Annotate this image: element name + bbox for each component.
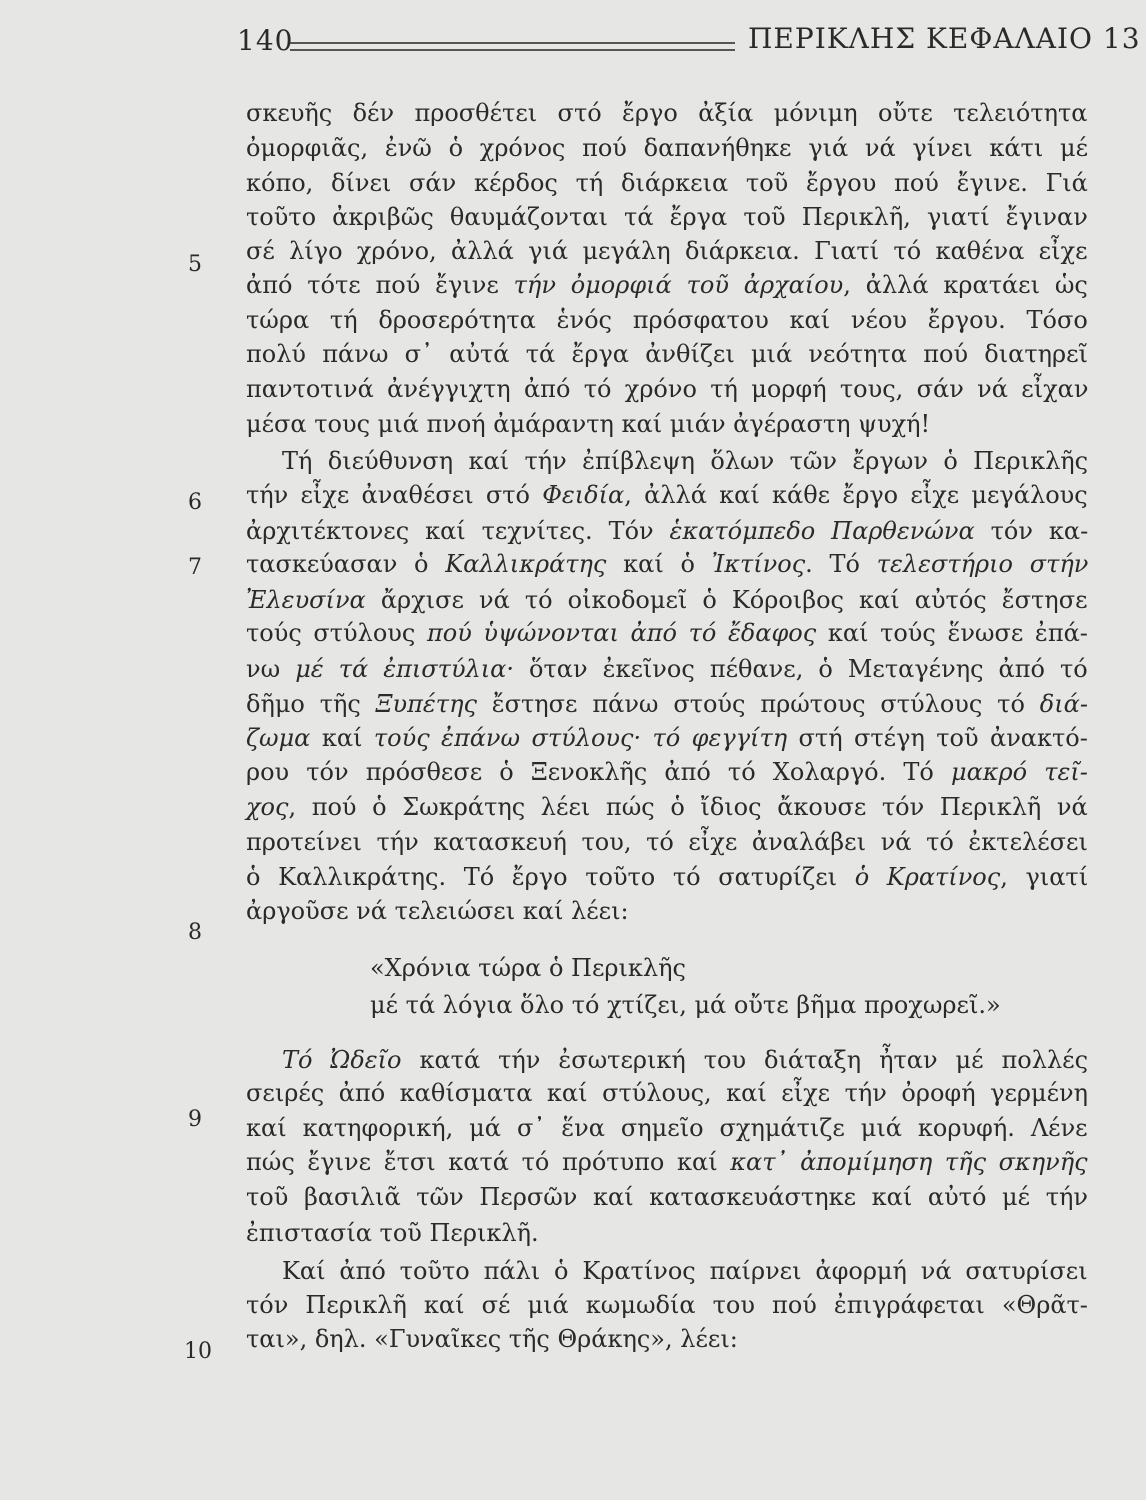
text-line: [246, 896, 629, 926]
text-run: , ἀλλά κρατάει ὡς: [843, 271, 1088, 299]
text-run: προτείνει τήν κατασκευή του, τό εἶχε ἀναλάβει νά τό ἐκτελέσει: [246, 828, 1088, 856]
text-run: ἐπιστασία τοῦ Περικλῆ.: [246, 1219, 539, 1247]
italic-run: διά-: [1039, 690, 1088, 718]
text-run: τασκεύασαν ὁ: [246, 550, 446, 578]
text-run: τόν Περικλῆ καί σέ μιά κωμωδία του πού ἐπιγράφεται «Θρᾶτ-: [246, 1291, 1088, 1319]
running-head: ΠΕΡΙΚΛΗΣ ΚΕΦΑΛΑΙΟ 13: [748, 22, 1141, 55]
text-line: [246, 1147, 1088, 1177]
text-line: [246, 689, 1088, 719]
text-run: ὀμορφιᾶς, ἐνῶ ὁ χρόνος πού δαπανήθηκε γιά νά γίνει κάτι μέ: [246, 134, 1089, 162]
text-line: [246, 516, 1088, 546]
text-line: [246, 1182, 1088, 1212]
italic-run: Τό Ὠδεῖο: [282, 1046, 402, 1074]
text-run: τούς στύλους: [246, 619, 427, 647]
text-run: ται», δηλ. «Γυναῖκες τῆς Θράκης», λέει:: [246, 1325, 738, 1353]
text-run: στή στέγη τοῦ ἀνακτό-: [787, 724, 1088, 752]
text-run: καί: [310, 724, 374, 752]
text-run: ἀπό τότε πού ἔγινε: [246, 271, 514, 299]
text-line: [246, 1113, 1088, 1143]
text-run: τοῦ βασιλιᾶ τῶν Περσῶν καί κατασκευάστηκε καί αὐτό μέ τήν: [246, 1183, 1088, 1211]
text-line: [246, 133, 1088, 163]
page-number: 140: [237, 24, 294, 57]
text-run: καί ὁ: [606, 550, 712, 578]
text-run: κατά τήν ἐσωτερική του διάταξη ἦταν μέ πολλές: [401, 1046, 1089, 1074]
text-run: ἔστησε πάνω στούς πρώτους στύλους τό: [476, 690, 1040, 718]
text-line: [246, 549, 1088, 579]
italic-run: μακρό τεῖ-: [950, 758, 1088, 786]
text-line: [282, 1045, 1088, 1075]
margin-number: 10: [184, 1339, 212, 1364]
text-run: σκευῆς δέν προσθέτει στό ἔργο ἀξία μόνιμη οὔτε τελειότητα: [246, 99, 1088, 127]
italic-run: Φειδία: [542, 481, 625, 509]
text-run: πολύ πάνω σ᾽ αὐτά τά ἔργα ἀνθίζει μιά νεότητα πού διατηρεῖ: [246, 340, 1088, 368]
text-line: [246, 339, 1088, 369]
text-line: [282, 446, 1088, 476]
text-run: Τή διεύθυνση καί τήν ἐπίβλεψη ὅλων τῶν ἔργων ὁ Περικλῆς: [282, 447, 1089, 475]
text-line: [246, 723, 1088, 753]
text-run: , πού ὁ Σωκράτης λέει πώς ὁ ἴδιος ἄκουσε τόν Περικλῆ νά: [288, 793, 1088, 821]
text-line: [246, 374, 1088, 404]
text-line: [246, 305, 1088, 335]
italic-run: τήν ὀμορφιά τοῦ ἀρχαίου: [513, 271, 844, 299]
italic-run: Ἐλευσίνα: [246, 586, 366, 614]
text-run: . Τό: [805, 550, 877, 578]
margin-number: 5: [188, 252, 202, 277]
text-line: [246, 1290, 1088, 1320]
text-line: [246, 792, 1088, 822]
text-line: [246, 757, 1088, 787]
header-rule: [290, 42, 735, 51]
italic-run: μέ τά ἐπιστύλια·: [295, 655, 514, 683]
text-run: σειρές ἀπό καθίσματα καί στύλους, καί εἶχε τήν ὀροφή γερμένη: [246, 1079, 1088, 1107]
text-run: πώς ἔγινε ἔτσι κατά τό πρότυπο καί: [246, 1148, 731, 1176]
margin-number: 7: [188, 555, 202, 580]
text-run: νω: [246, 655, 296, 683]
italic-run: Ἰκτίνος: [711, 550, 806, 578]
text-line: [246, 1324, 738, 1354]
text-run: ἀρχιτέκτονες καί τεχνίτες. Τόν: [246, 517, 670, 545]
text-line: [246, 270, 1088, 300]
text-run: τοῦτο ἀκριβῶς θαυμάζονται τά ἔργα τοῦ Περικλῆ, γιατί ἔγιναν: [246, 203, 1088, 231]
margin-number: 8: [188, 920, 202, 945]
text-line: [246, 618, 1088, 648]
text-line: [246, 862, 1088, 892]
text-line: [246, 827, 1088, 857]
italic-run: χος: [246, 793, 289, 821]
text-line: [246, 1078, 1088, 1108]
text-run: ἀργοῦσε νά τελειώσει καί λέει:: [246, 897, 629, 925]
italic-run: τούς ἐπάνω στύλους· τό φεγγίτη: [373, 724, 788, 752]
text-run: ρου τόν πρόσθεσε ὁ Ξενοκλῆς ἀπό τό Χολαργό. Τό: [246, 758, 951, 786]
italic-run: ἑκατόμπεδο Παρθενώνα: [669, 517, 975, 545]
text-line: [246, 168, 1088, 198]
italic-run: τελεστήριο στήν: [876, 550, 1089, 578]
text-run: καί κατηφορική, μά σ᾽ ἕνα σημεῖο σχημάτιζε μιά κορυφή. Λένε: [246, 1114, 1088, 1142]
text-run: , ἀλλά καί κάθε ἔργο εἶχε μεγάλους: [624, 481, 1088, 509]
text-run: , γιατί: [1000, 863, 1089, 891]
text-line: [246, 236, 1088, 266]
text-run: μέσα τους μιά πνοή ἀμάραντη καί μιάν ἀγέραστη ψυχή!: [246, 410, 931, 438]
text-line: [282, 1256, 1088, 1286]
text-line: [246, 654, 1088, 684]
text-run: Καί ἀπό τοῦτο πάλι ὁ Κρατίνος παίρνει ἀφορμή νά σατυρίσει: [282, 1257, 1088, 1285]
text-line: [246, 1218, 539, 1248]
text-run: τώρα τή δροσερότητα ἑνός πρόσφατου καί νέου ἔργου. Τόσο: [246, 306, 1088, 334]
italic-run: Καλλικράτης: [445, 550, 607, 578]
text-run: δῆμο τῆς: [246, 690, 376, 718]
text-run: ὁ Καλλικράτης. Τό ἔργο τοῦτο τό σατυρίζει: [246, 863, 855, 891]
text-run: τήν εἶχε ἀναθέσει στό: [246, 481, 543, 509]
text-run: ἄρχισε νά τό οἰκοδομεῖ ὁ Κόροιβος καί αὐτός ἔστησε: [365, 586, 1088, 614]
text-line: [246, 98, 1088, 128]
text-run: κόπο, δίνει σάν κέρδος τή διάρκεια τοῦ ἔργου πού ἔγινε. Γιά: [246, 169, 1088, 197]
text-run: σέ λίγο χρόνο, ἀλλά γιά μεγάλη διάρκεια. Γιατί τό καθένα εἶχε: [246, 237, 1088, 265]
text-run: ὅταν ἐκεῖνος πέθανε, ὁ Μεταγένης ἀπό τό: [514, 655, 1088, 683]
text-line: [370, 990, 1001, 1020]
italic-run: πού ὑψώνονται ἀπό τό ἔδαφος: [426, 619, 817, 647]
text-run: παντοτινά ἀνέγγιχτη ἀπό τό χρόνο τή μορφή τους, σάν νά εἶχαν: [246, 375, 1089, 403]
text-line: [246, 202, 1088, 232]
text-run: καί τούς ἕνωσε ἐπά-: [816, 619, 1088, 647]
text-run: τόν κα-: [974, 517, 1089, 545]
text-line: [370, 953, 686, 983]
italic-run: ζωμα: [246, 724, 311, 752]
page-header: [0, 14, 1146, 64]
italic-run: κατ᾽ ἀπομίμηση τῆς σκηνῆς: [730, 1148, 1088, 1176]
text-line: [246, 480, 1088, 510]
text-line: [246, 585, 1088, 615]
italic-run: ὁ Κρατίνος: [854, 863, 1001, 891]
text-run: «Χρόνια τώρα ὁ Περικλῆς: [370, 954, 686, 982]
margin-number: 6: [188, 490, 202, 515]
text-run: μέ τά λόγια ὅλο τό χτίζει, μά οὔτε βῆμα προχωρεῖ.»: [370, 991, 1001, 1019]
text-line: [246, 409, 930, 439]
italic-run: Ξυπέτης: [375, 690, 477, 718]
margin-number: 9: [188, 1107, 202, 1132]
